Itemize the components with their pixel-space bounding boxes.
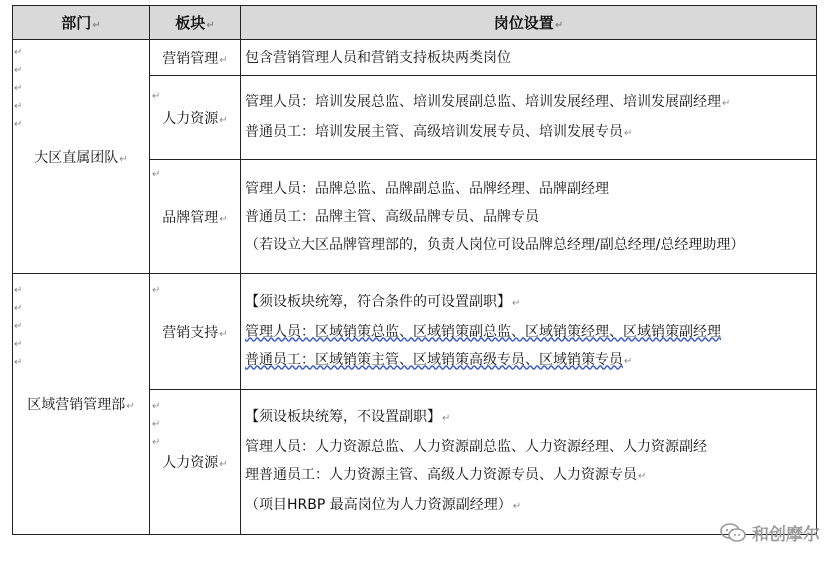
dept-cell-regional-direct: 大区直属团队↵ xyxy=(13,40,150,274)
watermark xyxy=(720,520,820,545)
block-cell-hr-2: 人力资源↵ xyxy=(150,390,241,535)
block-cell-marketing-mgmt: 营销管理↵ xyxy=(150,40,241,76)
block-cell-brand: 品牌管理↵ xyxy=(150,160,241,274)
paragraph-marks-col2-4: ↵ ↵ ↵ xyxy=(152,401,161,448)
header-positions: 岗位设置↵ xyxy=(241,6,817,40)
org-position-table xyxy=(12,5,817,535)
positions-cell: 【须设板块统筹，符合条件的可设置副职】↵ 管理人员：区域销策总监、区域销策副总监、区域销策经理、区域销策副经理 普通员工：区域销策主管、区域销策高级专员、区域销策专员↵ xyxy=(241,274,817,390)
wechat-icon xyxy=(720,523,746,543)
table-row xyxy=(13,40,817,76)
header-block: 板块↵ xyxy=(150,6,241,40)
header-dept: 部门↵ xyxy=(13,6,150,40)
positions-cell: 包含营销管理人员和营销支持板块两类岗位 xyxy=(241,40,817,76)
paragraph-marks-col2-2: ↵ xyxy=(152,169,161,180)
positions-cell: 管理人员：培训发展总监、培训发展副总监、培训发展经理、培训发展副经理↵ 普通员工：培训发展主管、高级培训发展专员、培训发展专员↵ xyxy=(241,76,817,160)
paragraph-marks-left-2: ↵ ↵ ↵ ↵ ↵ xyxy=(14,285,23,368)
paragraph-marks-left-1: ↵ ↵ ↵ ↵ ↵ xyxy=(14,47,23,130)
dept-cell-regional-marketing: 区域营销管理部↵ xyxy=(13,274,150,535)
positions-cell: 管理人员：品牌总监、品牌副总监、品牌经理、品牌副经理 普通员工：品牌主管、高级品牌专员、品牌专员 （若设立大区品牌管理部的，负责人岗位可设品牌总经理/副总经理/总经理助理） xyxy=(241,160,817,274)
table-row xyxy=(13,274,817,390)
paragraph-marks-col2-1: ↵ xyxy=(152,91,161,102)
paragraph-marks-col2-3: ↵ xyxy=(152,285,161,296)
block-cell-marketing-support: 营销支持↵ xyxy=(150,274,241,390)
positions-cell: 【须设板块统筹，不设置副职】↵ 管理人员：人力资源总监、人力资源副总监、人力资源经理、人力资源副经 理普通员工：人力资源主管、高级人力资源专员、人力资源专员↵ （项目HRBP 最高岗位为人力资源副经理）↵ xyxy=(241,390,817,535)
watermark-text: 和创摩尔 xyxy=(752,525,820,545)
block-cell-hr: 人力资源↵ xyxy=(150,76,241,160)
table-header-row xyxy=(13,6,817,40)
